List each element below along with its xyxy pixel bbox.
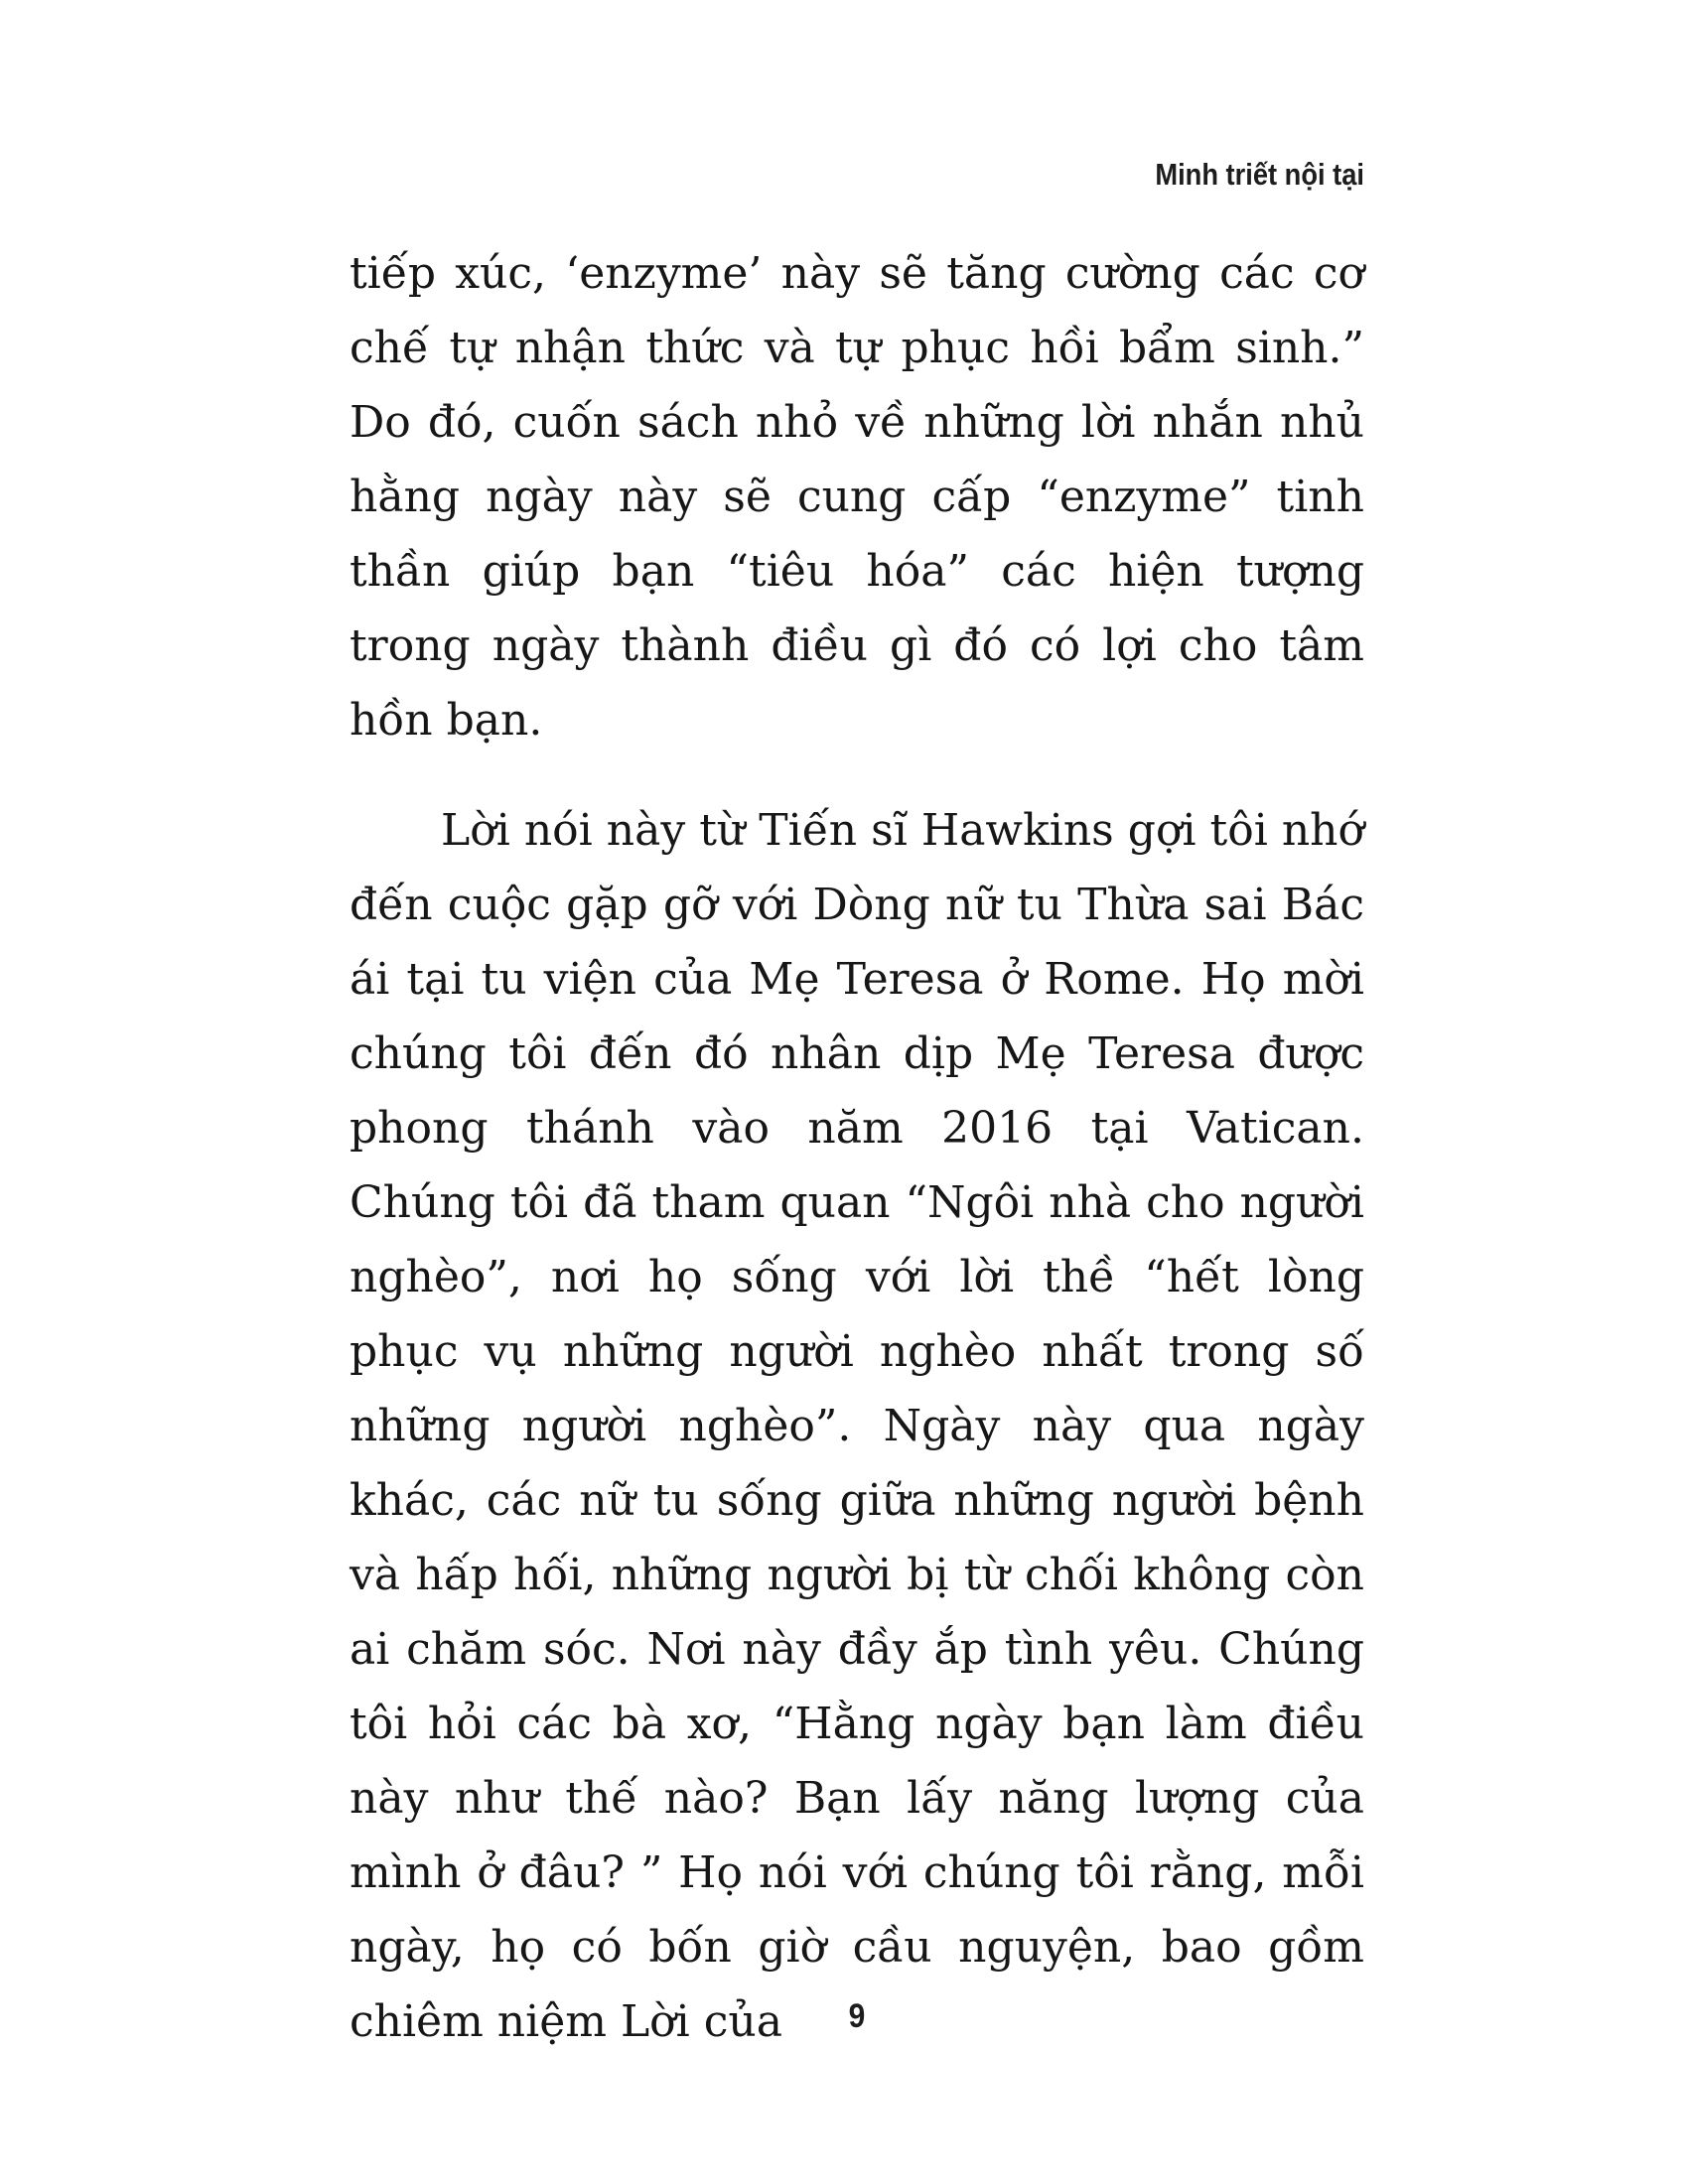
paragraph: Lời nói này từ Tiến sĩ Hawkins gợi tôi nhớ đến cuộc gặp gỡ với Dòng nữ tu Thừa sai Bác ái tại tu viện của Mẹ Teresa ở Rome. Họ mời chúng tôi đến đó nhân dịp Mẹ Teresa được phong thánh vào năm 2016 tại Vatican. Chúng tôi đã tham quan “Ngôi nhà cho người nghèo”, nơi họ sống với lời thề “hết lòng phục vụ những người nghèo nhất trong số những người nghèo”. Ngày này qua ngày khác, các nữ tu sống giữa những người bệnh và hấp hối, những người bị từ chối không còn ai chăm sóc. Nơi này đầy ắp tình yêu. Chúng tôi hỏi các bà xơ, “Hằng ngày bạn làm điều này như thế nào? Bạn lấy năng lượng của mình ở đâu? ” Họ nói với chúng tôi rằng, mỗi ngày, họ có bốn giờ cầu nguyện, bao gồm chiêm niệm Lời của — [350, 805, 1364, 2047]
page-content — [350, 236, 1364, 2059]
page-number: 9 — [848, 1997, 866, 2035]
paragraph-continuation: tiếp xúc, ‘enzyme’ này sẽ tăng cường các cơ chế tự nhận thức và tự phục hồi bẩm sinh.” Do đó, cuốn sách nhỏ về những lời nhắn nhủ hằng ngày này sẽ cung cấp “enzyme” tinh thần giúp bạn “tiêu hóa” các hiện tượng trong ngày thành điều gì đó có lợi cho tâm hồn bạn. — [350, 248, 1364, 746]
running-header: Minh triết nội tại — [1155, 157, 1364, 192]
